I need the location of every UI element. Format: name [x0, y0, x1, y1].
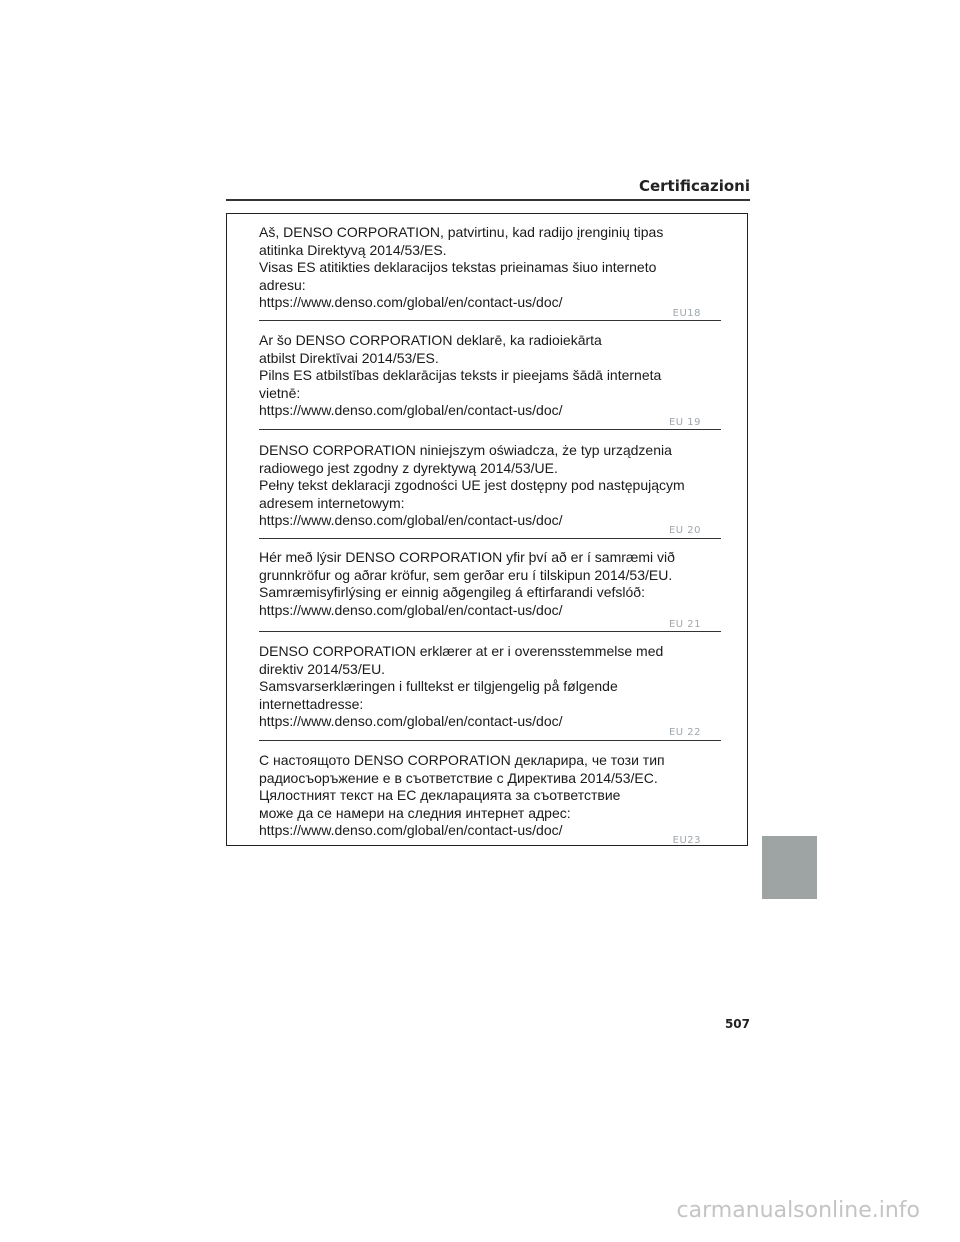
declaration-url[interactable]: https://www.denso.com/global/en/contact-us/doc/ [259, 601, 563, 618]
declaration-line: С настоящото DENSO CORPORATION декларира, че този тип [259, 752, 665, 768]
declaration-url[interactable]: https://www.denso.com/global/en/contact-us/doc/ [259, 402, 563, 419]
section-code: EU 21 [668, 619, 701, 630]
declaration-icelandic [259, 549, 721, 619]
section-code: EU18 [672, 308, 701, 319]
section-code: EU 22 [668, 727, 701, 738]
declaration-line: Hér með lýsir DENSO CORPORATION yfir því að er í samræmi við [259, 549, 675, 565]
declaration-line: Visas ES atitikties deklaracijos tekstas prieinamas šiuo interneto [259, 259, 657, 276]
declaration-line: adresu: [259, 276, 306, 293]
declaration-line: atbilst Direktīvai 2014/53/ES. [259, 349, 439, 366]
declaration-line: може да се намери на следния интернет адрес: [259, 804, 571, 821]
declaration-line: DENSO CORPORATION niniejszym oświadcza, że typ urządzenia [259, 442, 672, 458]
declaration-line: Samræmisyfirlýsing er einnig aðgengileg á eftirfarandi vefslóð: [259, 584, 645, 601]
declaration-line: радиосъоръжение е в съответствие с Директива 2014/53/ЕС. [259, 769, 658, 786]
declaration-line: Pilns ES atbilstības deklarācijas teksts ir pieejams šādā interneta [259, 367, 662, 384]
section-divider [259, 631, 721, 632]
declaration-line: Цялостният текст на ЕС декларацията за съответствие [259, 787, 621, 804]
declaration-polish [259, 442, 721, 530]
declaration-line: atitinka Direktyvą 2014/53/ES. [259, 241, 447, 258]
declaration-line: grunnkröfur og aðrar kröfur, sem gerðar eru í tilskipun 2014/53/EU. [259, 566, 673, 583]
declaration-bulgarian [259, 752, 721, 840]
section-divider [259, 429, 721, 430]
section-divider [259, 320, 721, 321]
declaration-line: direktiv 2014/53/EU. [259, 660, 386, 677]
declaration-url[interactable]: https://www.denso.com/global/en/contact-us/doc/ [259, 294, 563, 311]
declaration-norwegian [259, 643, 721, 731]
declaration-line: internettadresse: [259, 695, 364, 712]
certification-box [226, 213, 748, 846]
header-rule [226, 199, 750, 201]
declaration-line: Samsvarserklæringen i fulltekst er tilgjengelig på følgende [259, 678, 618, 695]
declaration-url[interactable]: https://www.denso.com/global/en/contact-us/doc/ [259, 713, 563, 730]
declaration-line: radiowego jest zgodny z dyrektywą 2014/53/UE. [259, 459, 558, 476]
page-title: Certificazioni [638, 177, 750, 195]
declaration-latvian [259, 332, 721, 420]
watermark: carmanualsonline.info [676, 1198, 920, 1223]
section-code: EU23 [672, 835, 701, 846]
declaration-lithuanian [259, 224, 721, 312]
chapter-tab [762, 836, 817, 899]
declaration-line: DENSO CORPORATION erklærer at er i overensstemmelse med [259, 643, 664, 659]
declaration-line: Pełny tekst deklaracji zgodności UE jest dostępny pod następującym [259, 477, 685, 494]
declaration-line: Aš, DENSO CORPORATION, patvirtinu, kad radijo įrenginių tipas [259, 224, 664, 240]
section-divider [259, 538, 721, 539]
section-code: EU 20 [668, 525, 701, 536]
section-divider [259, 740, 721, 741]
section-code: EU 19 [668, 417, 701, 428]
declaration-line: adresem internetowym: [259, 494, 405, 511]
declaration-line: Ar šo DENSO CORPORATION deklarē, ka radioiekārta [259, 332, 602, 348]
declaration-line: vietnē: [259, 384, 301, 401]
declaration-url[interactable]: https://www.denso.com/global/en/contact-us/doc/ [259, 512, 563, 529]
declaration-url[interactable]: https://www.denso.com/global/en/contact-us/doc/ [259, 822, 563, 839]
page-number: 507 [724, 1017, 750, 1031]
